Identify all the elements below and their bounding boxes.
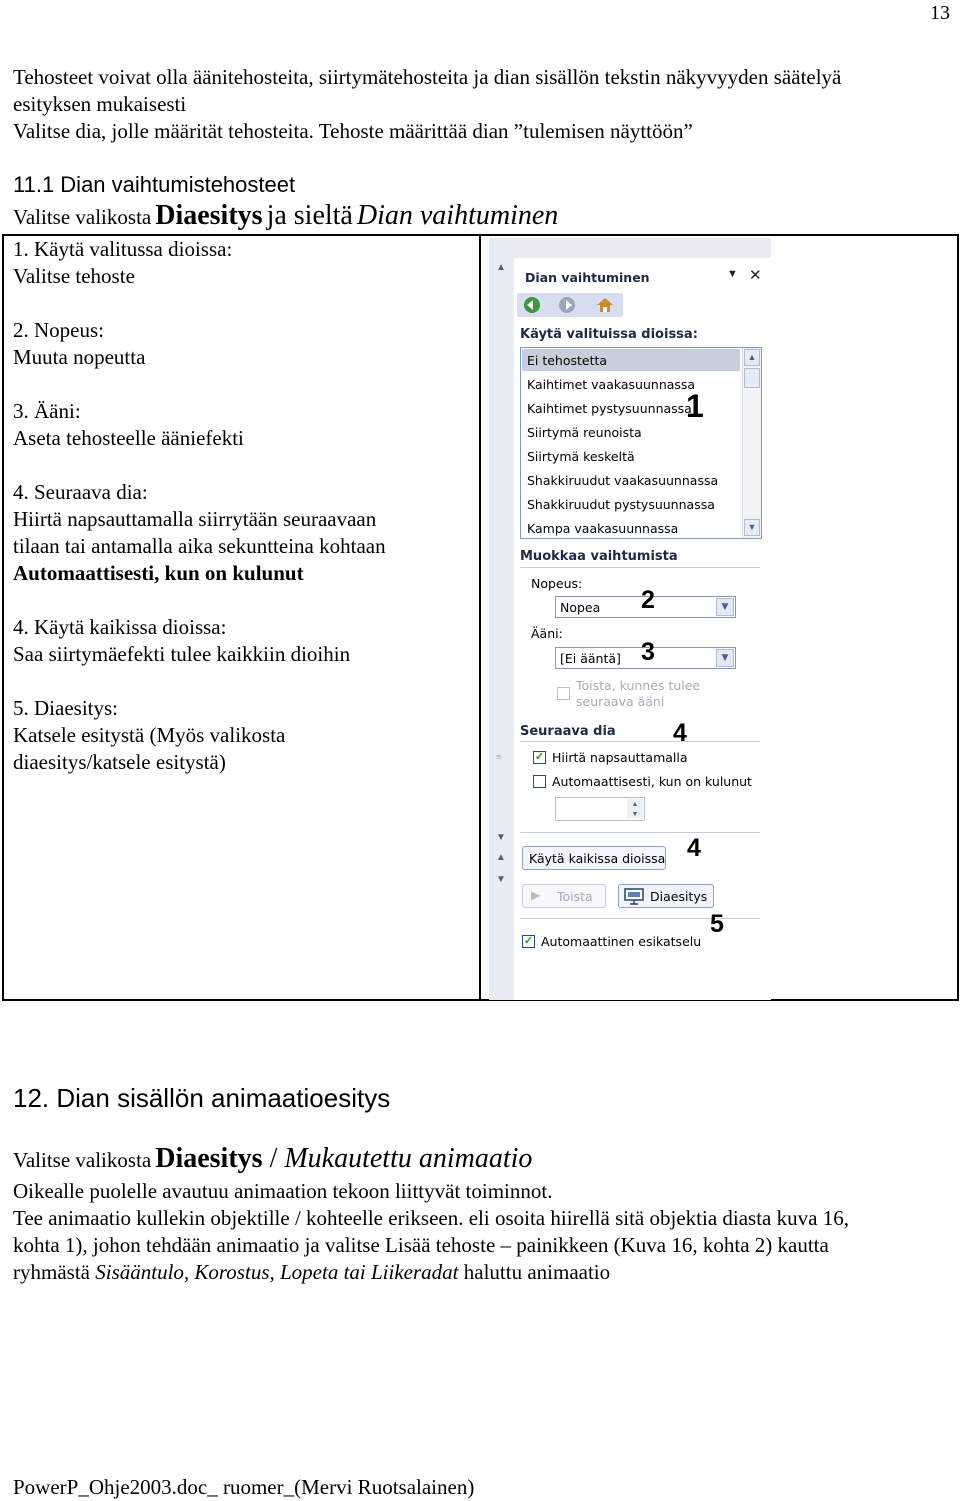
divider <box>520 918 760 919</box>
p4-prefix: ryhmästä <box>13 1260 96 1284</box>
callout-4b: 4 <box>687 834 701 862</box>
p4-italic: Sisääntulo, Korostus, Lopeta tai Liikeradat <box>95 1260 459 1284</box>
step-3-title: 3. Ääni: <box>13 399 81 423</box>
scroll-down-icon[interactable]: ▼ <box>496 874 506 885</box>
speed-label: Nopeus: <box>531 576 583 591</box>
list-item[interactable]: Kaihtimet vaakasuunnassa <box>527 377 696 392</box>
spin-up-icon[interactable]: ▲ <box>627 799 643 809</box>
table-right-border <box>957 234 959 1001</box>
auto-label: Automaattisesti, kun on kulunut <box>552 774 752 789</box>
modify-header: Muokkaa vaihtumista <box>520 549 678 564</box>
list-item[interactable]: Kampa vaakasuunnassa <box>527 521 679 536</box>
instr-prefix: Valitse valikosta <box>13 1148 152 1172</box>
next-slide-header: Seuraava dia <box>520 724 616 739</box>
apply-all-button[interactable] <box>522 846 666 870</box>
instr-item: Mukautettu animaatio <box>284 1143 533 1174</box>
on-click-checkbox[interactable]: ✓ <box>534 751 545 763</box>
step-1-title: 1. Käytä valitussa dioissa: <box>13 237 233 261</box>
instr-prefix: Valitse valikosta <box>13 205 152 229</box>
slideshow-label: Diaesitys <box>650 889 708 904</box>
close-icon[interactable]: ✕ <box>749 266 762 284</box>
sound-value: [Ei ääntä] <box>560 651 621 666</box>
scroll-up-button[interactable]: ▲ <box>744 349 760 366</box>
spin-down-icon[interactable]: ▼ <box>627 809 643 819</box>
loop-label-2: seuraava ääni <box>576 694 665 709</box>
list-item[interactable]: Shakkiruudut pystysuunnassa <box>527 497 715 512</box>
chevron-down-icon[interactable]: ▼ <box>716 598 734 616</box>
on-click-label: Hiirtä napsauttamalla <box>552 750 688 765</box>
p4-suffix: haluttu animaatio <box>458 1260 611 1284</box>
time-spinner[interactable] <box>555 797 645 821</box>
step-4-text-bold: Automaattisesti, kun on kulunut <box>13 561 304 585</box>
section-12-p1: Oikealle puolelle avautuu animaation tekoon liittyvät toiminnot. <box>13 1179 553 1203</box>
instr-mid: ja sieltä <box>266 200 353 231</box>
loop-checkbox[interactable] <box>557 687 570 700</box>
table-left-border <box>2 234 4 1001</box>
instr-menu: Diaesitys <box>155 200 263 231</box>
intro-line-3: Valitse dia, jolle määrität tehosteita. Tehoste määrittää dian ”tulemisen näyttöön” <box>13 119 693 143</box>
callout-2: 2 <box>641 586 655 614</box>
effects-listbox[interactable] <box>520 347 762 539</box>
forward-button[interactable] <box>555 293 575 317</box>
step-2-text: Muuta nopeutta <box>13 345 146 369</box>
section-12-instruction <box>13 1143 532 1179</box>
slideshow-button[interactable] <box>618 884 714 908</box>
speed-value: Nopea <box>560 600 601 615</box>
dropdown-icon[interactable]: ▼ <box>727 268 738 280</box>
section-12-heading: 12. Dian sisällön animaatioesitys <box>13 1083 391 1113</box>
section-11-heading: 11.1 Dian vaihtumistehosteet <box>13 172 296 197</box>
step-3-text: Aseta tehosteelle ääniefekti <box>13 426 244 450</box>
auto-preview-label: Automaattinen esikatselu <box>541 934 702 949</box>
divider <box>520 567 760 568</box>
play-button[interactable] <box>522 884 606 908</box>
list-item[interactable]: Shakkiruudut vaakasuunnassa <box>527 473 719 488</box>
loop-label-1: Toista, kunnes tulee <box>576 678 701 693</box>
auto-preview-checkbox[interactable]: ✓ <box>523 935 534 947</box>
chevron-up-icon[interactable]: ▲ <box>496 262 506 273</box>
step-5-title: 5. Diaesitys: <box>13 696 118 720</box>
grip-icon[interactable]: ≡ <box>496 752 502 763</box>
list-item[interactable]: Kaihtimet pystysuunnassa <box>527 401 692 416</box>
scroll-up-icon[interactable]: ▲ <box>496 852 506 863</box>
instr-item: Dian vaihtuminen <box>356 200 559 231</box>
step-4-text-1: Hiirtä napsauttamalla siirrytään seuraavaan <box>13 507 377 531</box>
instr-menu: Diaesitys <box>155 1143 263 1174</box>
home-button[interactable] <box>595 293 615 317</box>
slideshow-icon <box>624 888 644 905</box>
play-label: Toista <box>557 889 593 904</box>
step-4b-text: Saa siirtymäefekti tulee kaikkiin dioihin <box>13 642 351 666</box>
sound-label: Ääni: <box>531 626 563 641</box>
list-item[interactable]: Siirtymä keskeltä <box>527 449 635 464</box>
chevron-down-icon[interactable]: ▼ <box>496 832 506 843</box>
step-4b-title: 4. Käytä kaikissa dioissa: <box>13 615 227 639</box>
divider <box>520 832 760 833</box>
scroll-down-button[interactable]: ▼ <box>744 519 760 536</box>
step-5-text-2: diaesitys/katsele esitystä) <box>13 750 226 774</box>
list-item[interactable]: Ei tehostetta <box>527 353 608 368</box>
step-1-text: Valitse tehoste <box>13 264 135 288</box>
callout-1: 1 <box>686 388 704 424</box>
list-item[interactable]: Siirtymä reunoista <box>527 425 642 440</box>
section-11-instruction <box>13 200 558 236</box>
auto-checkbox[interactable] <box>533 775 546 788</box>
apply-all-label: Käytä kaikissa dioissa <box>529 851 666 866</box>
step-2-title: 2. Nopeus: <box>13 318 104 342</box>
instr-sep: / <box>262 1143 285 1174</box>
section-12-p2: Tee animaatio kullekin objektille / kohteelle erikseen. eli osoita hiirellä sitä objektia diasta kuva 16, <box>13 1206 849 1230</box>
intro-line-1: Tehosteet voivat olla äänitehosteita, siirtymätehosteita ja dian sisällön tekstin näkyvyyden säätelyä <box>13 65 842 89</box>
chevron-down-icon[interactable]: ▼ <box>716 649 734 667</box>
intro-line-2: esityksen mukaisesti <box>13 92 187 116</box>
callout-4: 4 <box>673 719 687 747</box>
step-4-text-2: tilaan tai antamalla aika sekuntteina kohtaan <box>13 534 386 558</box>
divider <box>520 741 760 742</box>
callout-3: 3 <box>641 638 655 666</box>
back-button[interactable] <box>517 293 537 317</box>
table-column-divider <box>479 234 481 1001</box>
play-icon: ▶ <box>531 888 541 902</box>
apply-selected-header: Käytä valituissa dioissa: <box>520 327 698 342</box>
callout-5: 5 <box>710 910 724 938</box>
section-12-p3: kohta 1), johon tehdään animaatio ja valitse Lisää tehoste – painikkeen (Kuva 16, kohta 2) kautta <box>13 1233 829 1257</box>
scroll-thumb[interactable] <box>744 368 760 388</box>
page-footer: PowerP_Ohje2003.doc_ ruomer_(Mervi Ruotsalainen) <box>13 1475 475 1499</box>
page-number: 13 <box>930 2 950 24</box>
listbox-scrollbar[interactable] <box>742 348 761 538</box>
step-4-title: 4. Seuraava dia: <box>13 480 148 504</box>
section-12-p4 <box>13 1259 610 1286</box>
step-5-text-1: Katsele esitystä (Myös valikosta <box>13 723 286 747</box>
task-pane-title: Dian vaihtuminen <box>525 270 650 285</box>
